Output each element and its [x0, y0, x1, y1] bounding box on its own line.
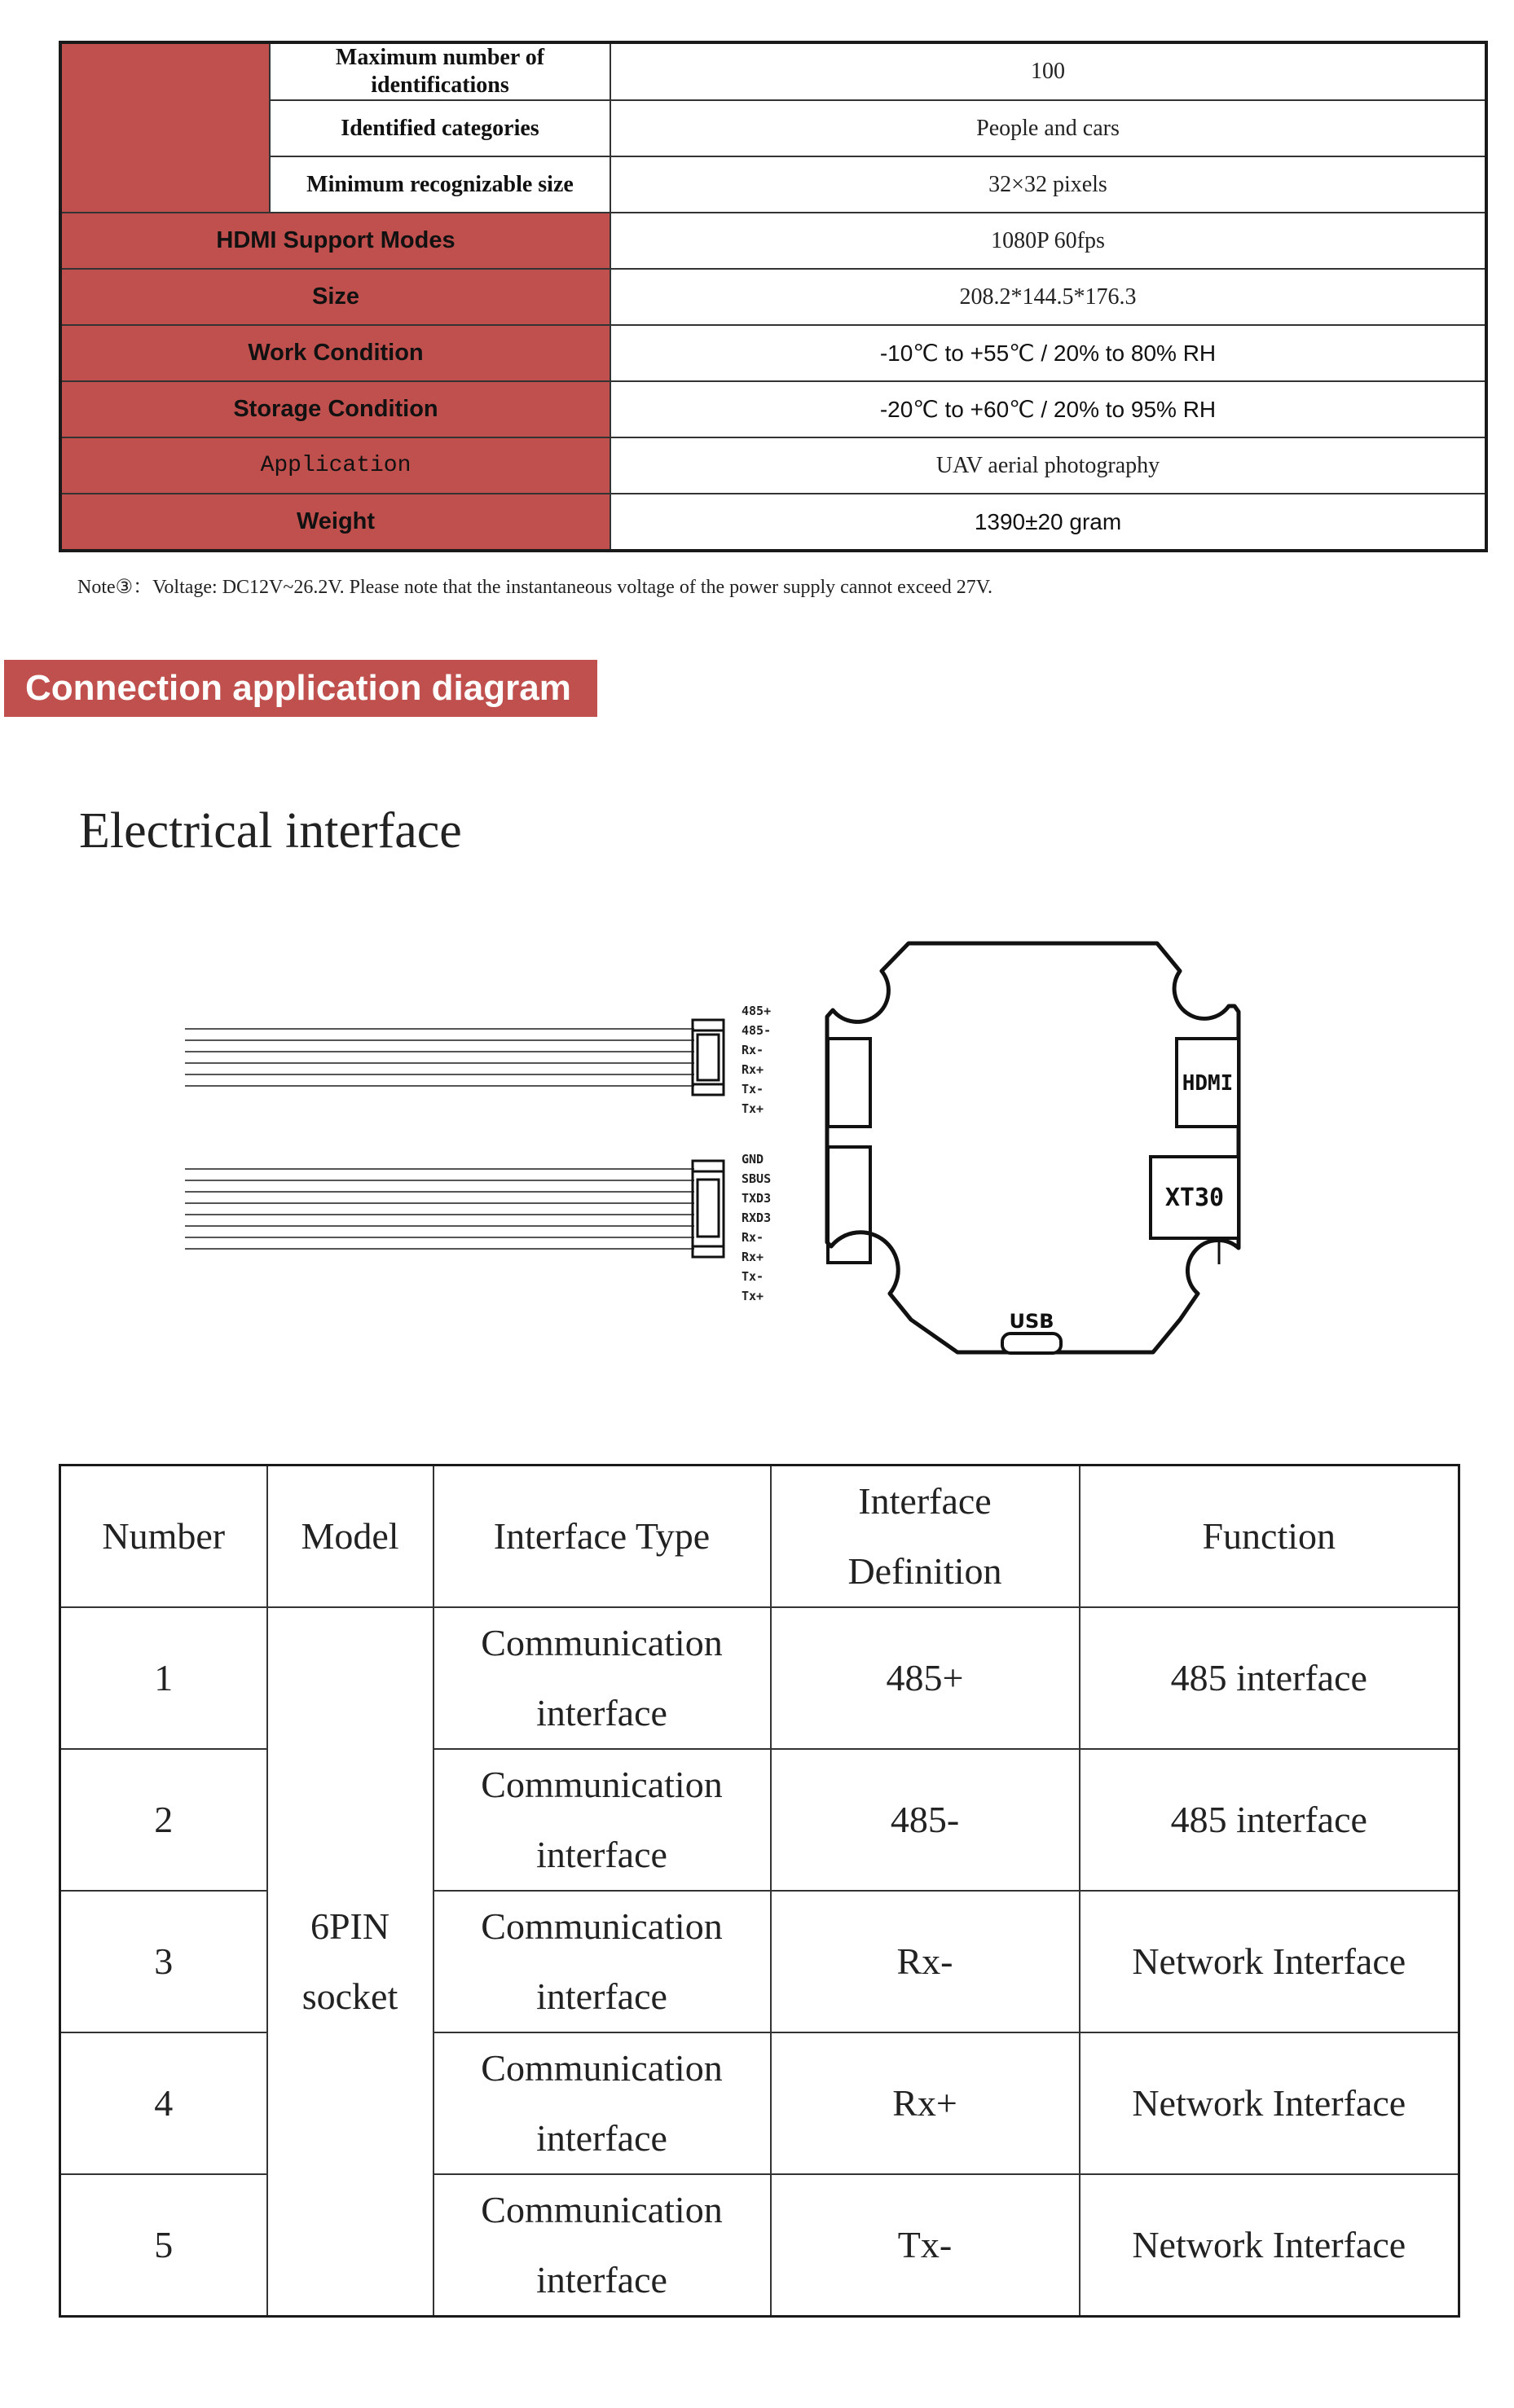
spec-value: 1080P 60fps — [610, 213, 1486, 269]
row-number: 1 — [60, 1607, 267, 1749]
type-line: Communication — [481, 1764, 723, 1805]
row-interface-type — [434, 2032, 771, 2174]
header-number: Number — [60, 1465, 267, 1608]
voltage-note: Note③：Voltage: DC12V~26.2V. Please note that the instantaneous voltage of the power supply cannot exceed 27V. — [77, 577, 992, 598]
interface-table-header — [60, 1465, 1459, 1608]
header-model: Model — [267, 1465, 434, 1608]
spec-sub-label: Identified categories — [270, 100, 610, 156]
type-line: interface — [536, 2259, 667, 2300]
spec-sub-label-line: identifications — [371, 73, 509, 98]
cable-bundle-1 — [185, 1029, 694, 1086]
row-interface-type — [434, 1749, 771, 1891]
pin-label: 485+ — [742, 1004, 772, 1018]
usb-port — [1002, 1310, 1061, 1353]
type-line: interface — [536, 1975, 667, 2017]
header-interface-definition — [771, 1465, 1080, 1608]
spec-value: -20℃ to +60℃ / 20% to 95% RH — [610, 381, 1486, 437]
type-line: Communication — [481, 1622, 723, 1663]
pin-label: Rx+ — [742, 1062, 764, 1077]
pin-label: Tx+ — [742, 1289, 764, 1303]
spec-group-cell — [60, 42, 270, 213]
spec-row — [60, 325, 1486, 381]
row-interface-type — [434, 1891, 771, 2032]
row-number: 5 — [60, 2174, 267, 2317]
row-number: 2 — [60, 1749, 267, 1891]
header-function: Function — [1080, 1465, 1459, 1608]
spec-row — [60, 100, 1486, 156]
row-function: Network Interface — [1080, 2174, 1459, 2317]
row-definition: Rx+ — [771, 2032, 1080, 2174]
pin-label: Rx- — [742, 1230, 764, 1245]
spec-label: Application — [60, 437, 610, 494]
header-line: Interface — [858, 1480, 992, 1522]
row-number: 4 — [60, 2032, 267, 2174]
pin-label: Tx- — [742, 1269, 764, 1284]
spec-row — [60, 269, 1486, 325]
spec-row — [60, 156, 1486, 213]
type-line: Communication — [481, 2189, 723, 2230]
row-function: Network Interface — [1080, 1891, 1459, 2032]
pin-label: 485- — [742, 1023, 772, 1038]
spec-label: Weight — [60, 494, 610, 551]
row-interface-type — [434, 2174, 771, 2317]
board-socket — [828, 1039, 870, 1263]
xt30-label: XT30 — [1164, 1184, 1225, 1212]
type-line: interface — [536, 1692, 667, 1733]
spec-value: 32×32 pixels — [610, 156, 1486, 213]
interface-table — [59, 1464, 1460, 2318]
spec-value: 208.2*144.5*176.3 — [610, 269, 1486, 325]
pin-label: RXD3 — [742, 1211, 772, 1225]
row-definition: 485- — [771, 1749, 1080, 1891]
spec-label: Storage Condition — [60, 381, 610, 437]
row-definition: Tx- — [771, 2174, 1080, 2317]
pin-label: GND — [742, 1152, 764, 1167]
section-heading: Electrical interface — [79, 803, 462, 859]
type-line: interface — [536, 1834, 667, 1875]
spec-row — [60, 437, 1486, 494]
spec-label: Size — [60, 269, 610, 325]
model-line: 6PIN — [310, 1905, 390, 1947]
type-line: Communication — [481, 2047, 723, 2089]
pin-label: TXD3 — [742, 1191, 772, 1206]
spec-sub-label: Minimum recognizable size — [270, 156, 610, 213]
row-function: Network Interface — [1080, 2032, 1459, 2174]
table-row — [60, 1607, 1459, 1749]
spec-label: HDMI Support Modes — [60, 213, 610, 269]
device-board-outline — [827, 943, 1239, 1352]
usb-label: USB — [1009, 1310, 1054, 1333]
pin-label: Tx+ — [742, 1101, 764, 1116]
hdmi-label: HDMI — [1182, 1071, 1234, 1096]
spec-value: -10℃ to +55℃ / 20% to 80% RH — [610, 325, 1486, 381]
section-banner: Connection application diagram — [4, 660, 597, 717]
pin-label: Tx- — [742, 1082, 764, 1096]
row-number: 3 — [60, 1891, 267, 2032]
header-interface-type: Interface Type — [434, 1465, 771, 1608]
spec-row — [60, 42, 1486, 100]
row-function: 485 interface — [1080, 1607, 1459, 1749]
spec-sub-label-line: Maximum number of — [335, 45, 545, 70]
header-line: Definition — [847, 1550, 1002, 1592]
row-function: 485 interface — [1080, 1749, 1459, 1891]
cable-bundle-2 — [185, 1169, 694, 1249]
spec-label: Work Condition — [60, 325, 610, 381]
spec-value: UAV aerial photography — [610, 437, 1486, 494]
pin-label: Rx- — [742, 1043, 764, 1057]
model-cell — [267, 1607, 434, 2317]
spec-row — [60, 213, 1486, 269]
row-definition: 485+ — [771, 1607, 1080, 1749]
spec-table — [59, 41, 1488, 552]
pin-label: Rx+ — [742, 1250, 764, 1264]
type-line: Communication — [481, 1905, 723, 1947]
spec-value: 1390±20 gram — [610, 494, 1486, 551]
spec-row — [60, 381, 1486, 437]
electrical-interface-diagram — [0, 912, 1514, 1369]
type-line: interface — [536, 2117, 667, 2159]
row-interface-type — [434, 1607, 771, 1749]
connector-8pin — [693, 1161, 724, 1257]
spec-row — [60, 494, 1486, 551]
spec-sub-label — [270, 42, 610, 100]
connector-6pin — [693, 1020, 724, 1095]
pin-label: SBUS — [742, 1171, 772, 1186]
row-definition: Rx- — [771, 1891, 1080, 2032]
spec-value: 100 — [610, 42, 1486, 100]
spec-value: People and cars — [610, 100, 1486, 156]
model-line: socket — [301, 1975, 398, 2017]
xt30-port — [1151, 1157, 1239, 1264]
hdmi-port — [1177, 1039, 1239, 1127]
